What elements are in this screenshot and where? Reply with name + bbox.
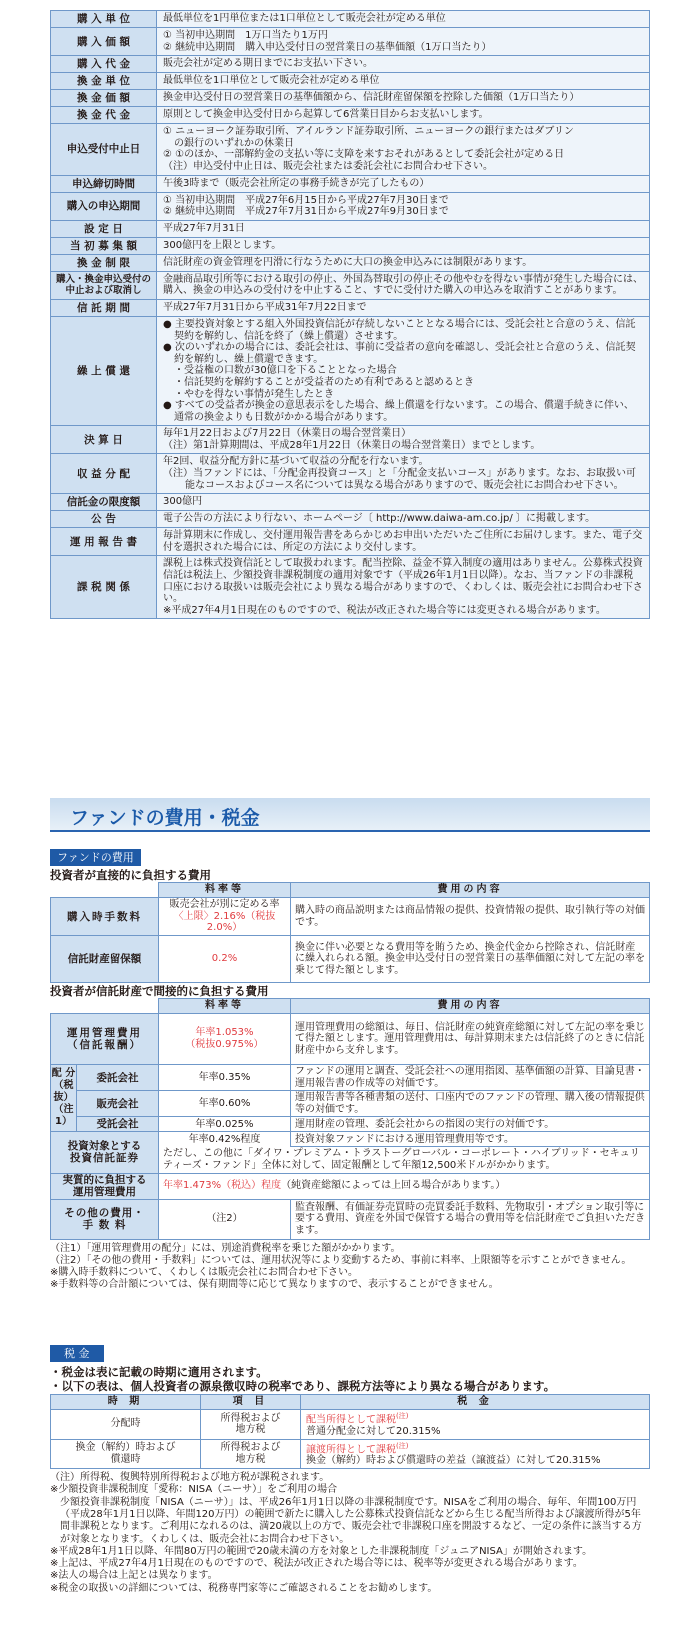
terms-row bbox=[51, 11, 650, 28]
terms-value-line: 年2回、収益分配方針に基づいて収益の分配を行ないます。 bbox=[163, 456, 429, 468]
trust-retention-label: 信託財産留保額 bbox=[51, 936, 159, 983]
trust-retention-desc: 換金に伴い必要となる費用等を賄うため、換金代金から控除され、信託財産に繰入れられる額。換金申込受付日の翌営業日の基準価額に対して左記の率を乗じて得た額とします。 bbox=[291, 936, 650, 983]
terms-label: 収 益 分 配 bbox=[51, 454, 157, 494]
terms-value-line: ・信託契約を解約することが受益者のため有利であると認めるとき bbox=[174, 376, 474, 388]
fee-note: （注2）「その他の費用・手数料」については、運用状況等により変動するため、事前に料率、上限額等を示すことができません。 bbox=[50, 1254, 632, 1266]
terms-value-line: ● 主要投資対象とする組入外国投資信託が存続しないこととなる場合には、受託会社と合意のうえ、信託契約を解約し、信託を終了（繰上償還）させます。 bbox=[163, 318, 636, 342]
trust-retention-rate: 0.2% bbox=[159, 936, 291, 983]
direct-costs-heading: 投資者が直接的に負担する費用 bbox=[50, 868, 211, 882]
purchase-fee-label: 購入時手数料 bbox=[51, 898, 159, 936]
terms-label: 換 金 代 金 bbox=[51, 107, 157, 124]
terms-label: 申込受付中止日 bbox=[51, 124, 157, 175]
terms-value bbox=[157, 254, 650, 271]
fees-section bbox=[50, 846, 650, 1292]
terms-label: 換 金 制 限 bbox=[51, 254, 157, 271]
tax-period: 分配時 bbox=[51, 1410, 201, 1440]
terms-value bbox=[157, 494, 650, 511]
terms-label: 申込締切時間 bbox=[51, 175, 157, 192]
terms-value-line: （注）当ファンドには、「分配金再投資コース」と「分配金支払いコース」があります。なお、お取扱い可能なコースおよびコース名については異なる場合がありますので、販売会社にお問合わせ下さい。 bbox=[163, 468, 636, 491]
terms-value-line: の銀行のいずれかの休業日 bbox=[174, 137, 294, 149]
target-fund-desc-extra: ただし、この他に「ダイワ・プレミアム・トラストーグローバル・コーポレート・ハイブリッド・セキュリティーズ・ファンド」全体に対して、固定報酬として年額12,500米ドルがかかります。 bbox=[159, 1147, 650, 1173]
terms-row bbox=[51, 426, 650, 454]
col-rate-header: 料率等 bbox=[159, 883, 291, 898]
tax-notes bbox=[50, 1472, 650, 1595]
mgmt-fee-label: 運用管理費用 （信託報酬） bbox=[51, 1014, 159, 1065]
terms-value-line: 最低単位を1口単位として販売会社が定める単位 bbox=[163, 75, 380, 87]
terms-value bbox=[157, 56, 650, 73]
target-fund-label: 投資対象とする 投資信託証券 bbox=[51, 1132, 159, 1173]
terms-value-line: ● 次のいずれかの場合には、委託会社は、事前に受益者の意向を確認し、受託会社と合意のうえ、信託契約を解約し、繰上償還できます。 bbox=[163, 342, 636, 365]
purchase-fee-rate: 販売会社が別に定める率 〈上限〉2.16%（税抜2.0%） bbox=[159, 898, 291, 936]
terms-label: 公 告 bbox=[51, 511, 157, 528]
section-title: ファンドの費用・税金 bbox=[70, 807, 260, 829]
terms-value bbox=[157, 28, 650, 56]
target-fund-rate: 年率0.42%程度 bbox=[159, 1132, 291, 1147]
terms-row bbox=[51, 90, 650, 107]
terms-label: 決 算 日 bbox=[51, 426, 157, 454]
mgmt-fee-rate: 年率1.053% （税抜0.975%） bbox=[159, 1014, 291, 1065]
purchase-fee-desc: 購入時の商品説明または商品情報の提供、投資情報の提供、取引執行等の対価です。 bbox=[291, 898, 650, 936]
terms-row bbox=[51, 28, 650, 56]
col-content-header: 費用の内容 bbox=[291, 883, 650, 898]
tax-note: ※税金の取扱いの詳細については、税務専門家等にご確認されることをお勧めします。 bbox=[50, 1582, 438, 1594]
tax-bullet: ・税金は表に記載の時期に適用されます。 bbox=[50, 1365, 268, 1379]
terms-value bbox=[157, 175, 650, 192]
terms-value bbox=[157, 528, 650, 556]
terms-label: 購 入 単 位 bbox=[51, 11, 157, 28]
other-fees-rate: （注2） bbox=[159, 1199, 291, 1239]
terms-value-line: ② ①のほか、一部解約金の支払い等に支障を来すおそれがあるとして委託会社が定める日 bbox=[163, 149, 565, 161]
tax-col-period: 時 期 bbox=[51, 1395, 201, 1410]
terms-value bbox=[157, 299, 650, 316]
col-content-header-2: 費用の内容 bbox=[291, 999, 650, 1014]
tax-note: ※少額投資非課税制度「愛称：NISA（ニーサ）」をご利用の場合 bbox=[50, 1484, 338, 1496]
alloc-trustor-desc: ファンドの運用と調査、受託会社への運用指図、基準価額の計算、目論見書・運用報告書の作成等の対価です。 bbox=[291, 1065, 650, 1091]
terms-value-line: ・やむを得ない事情が発生したとき bbox=[174, 388, 334, 400]
terms-row bbox=[51, 107, 650, 124]
tax-detail: 譲渡所得として課税$^{(注)}$ 換金（解約）時および償還時の差益（譲渡益）に対して20.315% bbox=[301, 1439, 650, 1469]
indirect-costs-heading: 投資者が信託財産で間接的に負担する費用 bbox=[50, 984, 269, 998]
terms-row bbox=[51, 192, 650, 220]
terms-value-line: ② 継続申込期間 購入申込受付日の翌営業日の基準価額（1万口当たり） bbox=[163, 41, 492, 53]
terms-value-line: 300億円を上限とします。 bbox=[163, 239, 282, 251]
terms-value-line: 課税上は株式投資信託として取扱われます。配当控除、益金不算入制度の適用はありません。公募株式投資信託は税法上、少額投資非課税制度の適用対象です（平成26年1月1日以降）。なお、当ファンドの非課税口座における取扱いは販売会社により異なる場合がありますので、くわしくは、販売会社にお問合わせ下さい。 bbox=[163, 558, 643, 605]
mgmt-fee-desc: 運用管理費用の総額は、毎日、信託財産の純資産総額に対して左記の率を乗じて得た額とします。運用管理費用は、毎計算期末または信託終了のときに信託財産中から支弁します。 bbox=[291, 1014, 650, 1065]
terms-label: 信 託 期 間 bbox=[51, 299, 157, 316]
terms-label: 課 税 関 係 bbox=[51, 556, 157, 619]
fee-notes bbox=[50, 1243, 650, 1292]
terms-value bbox=[157, 426, 650, 454]
terms-value bbox=[157, 271, 650, 299]
terms-row bbox=[51, 124, 650, 175]
indirect-costs-table bbox=[50, 998, 650, 1240]
terms-row bbox=[51, 316, 650, 425]
tax-table bbox=[50, 1394, 650, 1469]
terms-label: 信託金の限度額 bbox=[51, 494, 157, 511]
tax-note: 少額投資非課税制度「NISA（ニーサ）」は、平成26年1月1日以降の非課税制度です。NISAをご利用の場合、毎年、年間100万円（平成28年1月1日以降、年間120万円）の範囲で新たに購入した公募株式投資信託などから生じる配当所得および譲渡所得が5年間非課税となります。ご利用になれるのは、満20歳以上の方で、販売会社で非課税口座を開設するなど、一定の条件に該当する方が対象となります。くわしくは、販売会社にお問合わせ下さい。 bbox=[60, 1496, 642, 1545]
terms-label: 換 金 単 位 bbox=[51, 73, 157, 90]
terms-value-line: ※平成27年4月1日現在のものですので、税法が改正された場合等には変更される場合があります。 bbox=[163, 604, 606, 616]
terms-label: 当 初 募 集 額 bbox=[51, 237, 157, 254]
terms-label: 運 用 報 告 書 bbox=[51, 528, 157, 556]
terms-value-line: 毎計算期末に作成し、交付運用報告書をあらかじめお申出いただいたご住所にお届けします。また、電子交付を選択された場合には、所定の方法により交付します。 bbox=[163, 530, 643, 553]
terms-value bbox=[157, 556, 650, 619]
target-fund-desc: 投資対象ファンドにおける運用管理費用等です。 bbox=[291, 1132, 650, 1147]
alloc-distributor-name: 販売会社 bbox=[77, 1091, 159, 1117]
fee-note: ※手数料等の合計額については、保有期間等に応じて異なりますので、表示することができません。 bbox=[50, 1279, 499, 1291]
terms-row bbox=[51, 220, 650, 237]
tax-bullet: ・以下の表は、個人投資者の源泉徴収時の税率であり、課税方法等により異なる場合があります。 bbox=[50, 1379, 556, 1393]
terms-value-line: 最低単位を1円単位または1口単位として販売会社が定める単位 bbox=[163, 13, 446, 25]
terms-value-line: 販売会社が定める期日までにお支払い下さい。 bbox=[163, 58, 373, 70]
terms-label: 購入の申込期間 bbox=[51, 192, 157, 220]
direct-costs-table bbox=[50, 882, 650, 983]
alloc-trustee-rate: 年率0.025% bbox=[159, 1117, 291, 1132]
tax-item: 所得税および 地方税 bbox=[201, 1439, 301, 1469]
fee-note: （注1）「運用管理費用の配分」には、別途消費税率を乗じた額がかかります。 bbox=[50, 1242, 401, 1254]
terms-value-line: 電子公告の方法により行ない、ホームページ〔 http://www.daiwa-am.co.jp/ 〕に掲載します。 bbox=[163, 513, 596, 525]
alloc-trustor-name: 委託会社 bbox=[77, 1065, 159, 1091]
terms-value-line: 換金申込受付日の翌営業日の基準価額から、信託財産留保額を控除した価額（1万口当たり） bbox=[163, 92, 580, 104]
tax-note: ※平成28年1月1日以降、年間80万円の範囲で20歳未満の方を対象とした非課税制度「ジュニアNISA」が開始されます。 bbox=[50, 1545, 593, 1557]
other-fees-label: その他の費用・ 手 数 料 bbox=[51, 1199, 159, 1239]
tax-period: 換金（解約）時および 償還時 bbox=[51, 1439, 201, 1469]
terms-label: 設 定 日 bbox=[51, 220, 157, 237]
terms-value bbox=[157, 220, 650, 237]
tax-tag: 税 金 bbox=[50, 1345, 104, 1362]
terms-label: 購入・換金申込受付の中止および取消し bbox=[51, 271, 157, 299]
section-header bbox=[50, 798, 650, 832]
terms-value bbox=[157, 73, 650, 90]
terms-row bbox=[51, 56, 650, 73]
fund-terms-table bbox=[50, 10, 650, 619]
terms-value-line: 300億円 bbox=[163, 496, 203, 508]
terms-row bbox=[51, 556, 650, 619]
alloc-distributor-desc: 運用報告書等各種書類の送付、口座内でのファンドの管理、購入後の情報提供等の対価です。 bbox=[291, 1091, 650, 1117]
terms-value bbox=[157, 511, 650, 528]
tax-col-item: 項 目 bbox=[201, 1395, 301, 1410]
tax-section bbox=[50, 1342, 650, 1595]
terms-value-line: 午後3時まで（販売会社所定の事務手続きが完了したもの） bbox=[163, 177, 430, 189]
allocation-label: 配 分 （税抜） （注 1） bbox=[51, 1065, 77, 1132]
tax-note: ※法人の場合は上記とは異なります。 bbox=[50, 1570, 218, 1582]
other-fees-desc: 監査報酬、有価証券売買時の売買委託手数料、先物取引・オプション取引等に要する費用、資産を外国で保管する場合の費用等を信託財産でご負担いただきます。 bbox=[291, 1199, 650, 1239]
tax-note: ※上記は、平成27年4月1日現在のものですので、税法が改正された場合等には、税率等が変更される場合があります。 bbox=[50, 1558, 583, 1570]
terms-label: 繰 上 償 還 bbox=[51, 316, 157, 425]
terms-value-line: （注）申込受付中止日は、販売会社または委託会社にお問合わせ下さい。 bbox=[163, 160, 493, 172]
terms-value bbox=[157, 192, 650, 220]
terms-value-line: ① 当初申込期間 平成27年6月15日から平成27年7月30日まで bbox=[163, 194, 449, 206]
terms-label: 購 入 代 金 bbox=[51, 56, 157, 73]
tax-col-tax: 税 金 bbox=[301, 1395, 650, 1410]
terms-value-line: ・受益権の口数が30億口を下ることとなった場合 bbox=[174, 365, 397, 377]
terms-value-line: ① 当初申込期間 1万口当たり1万円 bbox=[163, 30, 328, 41]
alloc-trustee-name: 受託会社 bbox=[77, 1117, 159, 1132]
col-rate-header-2: 料率等 bbox=[159, 999, 291, 1014]
terms-row bbox=[51, 73, 650, 90]
tax-detail: 配当所得として課税$^{(注)}$ 普通分配金に対して20.315% bbox=[301, 1410, 650, 1440]
fund-terms-section bbox=[50, 10, 650, 619]
terms-value bbox=[157, 107, 650, 124]
terms-row bbox=[51, 254, 650, 271]
terms-value-line: 平成27年7月31日 bbox=[163, 222, 245, 234]
terms-value-line: ① ニューヨーク証券取引所、アイルランド証券取引所、ニューヨークの銀行またはダブリン bbox=[163, 126, 574, 138]
terms-row bbox=[51, 528, 650, 556]
real-mgmt-fee-value: 年率1.473%（税込）程度（純資産総額によっては上回る場合があります。） bbox=[159, 1173, 650, 1199]
terms-value bbox=[157, 237, 650, 254]
terms-label: 購 入 価 額 bbox=[51, 28, 157, 56]
terms-row bbox=[51, 271, 650, 299]
terms-row bbox=[51, 237, 650, 254]
terms-value-line: 原則として換金申込受付日から起算して6営業日目からお支払いします。 bbox=[163, 109, 489, 121]
terms-value-line: （注）第1計算期間は、平成28年1月22日（休業日の場合翌営業日）までとします。 bbox=[163, 439, 541, 451]
terms-value-line: 平成27年7月31日から平成31年7月22日まで bbox=[163, 302, 367, 314]
terms-label: 換 金 価 額 bbox=[51, 90, 157, 107]
alloc-distributor-rate: 年率0.60% bbox=[159, 1091, 291, 1117]
terms-value-line: 信託財産の資金管理を円滑に行なうために大口の換金申込みには制限があります。 bbox=[163, 256, 533, 268]
terms-value-line: ● すべての受益者が換金の意思表示をした場合、繰上償還を行ないます。この場合、償還手続きに伴い、通常の換金よりも日数がかかる場合があります。 bbox=[163, 400, 634, 423]
terms-row bbox=[51, 511, 650, 528]
real-mgmt-fee-label: 実質的に負担する 運用管理費用 bbox=[51, 1173, 159, 1199]
tax-note: （注）所得税、復興特別所得税および地方税が課税されます。 bbox=[50, 1472, 330, 1484]
terms-value-line: 毎年1月22日および7月22日（休業日の場合翌営業日） bbox=[163, 428, 412, 440]
terms-value-line: ② 継続申込期間 平成27年7月31日から平成27年9月30日まで bbox=[163, 206, 449, 218]
terms-row bbox=[51, 175, 650, 192]
terms-value-line: 金融商品取引所等における取引の停止、外国為替取引の停止その他やむを得ない事情が発生した場合には、購入、換金の申込みの受付けを中止すること、すでに受付けた購入の申込みを取消すことがあります。 bbox=[163, 273, 643, 297]
terms-value bbox=[157, 90, 650, 107]
alloc-trustor-rate: 年率0.35% bbox=[159, 1065, 291, 1091]
tax-item: 所得税および 地方税 bbox=[201, 1410, 301, 1440]
terms-value bbox=[157, 454, 650, 494]
fees-tag: ファンドの費用 bbox=[50, 849, 141, 866]
alloc-trustee-desc: 運用財産の管理、委託会社からの指図の実行の対価です。 bbox=[291, 1117, 650, 1132]
terms-row bbox=[51, 299, 650, 316]
terms-row bbox=[51, 494, 650, 511]
terms-value bbox=[157, 124, 650, 175]
terms-value bbox=[157, 316, 650, 425]
terms-value bbox=[157, 11, 650, 28]
terms-row bbox=[51, 454, 650, 494]
fee-note: ※購入時手数料について、くわしくは販売会社にお問合わせ下さい。 bbox=[50, 1267, 358, 1279]
